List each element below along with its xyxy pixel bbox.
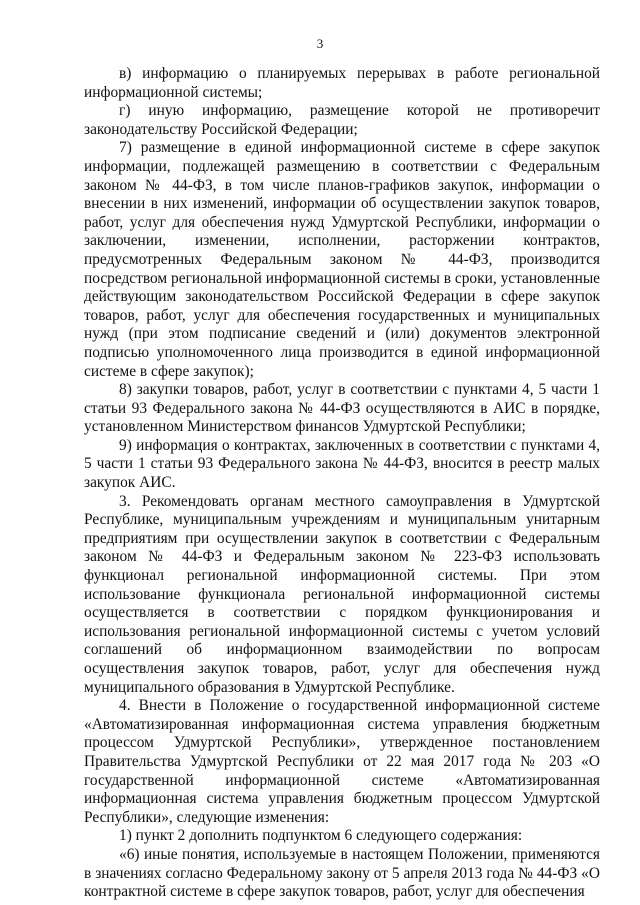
paragraph-v-planned-interruptions: в) информацию о планируемых перерывах в работе региональной информационной системы;: [84, 65, 600, 101]
paragraph-4-amendments: 4. Внести в Положение о государственной информационной системе «Автоматизированная информационная система управления бюджетным процессом Удмуртской Республики», утвержденное постановлением Правительства Удмуртской Республики от 22 мая 2017 года № 203 «О государственной информационной системе «Автоматизированная информационная система управления бюджетным процессом Удмуртской Республики», следующие изменения:: [84, 697, 600, 826]
paragraph-9-contracts-registry: 9) информация о контрактах, заключенных в соответствии с пунктами 4, 5 части 1 статьи 93 Федерального закона № 44-ФЗ, вносится в реестр малых закупок АИС.: [84, 436, 600, 492]
page-number: 3: [316, 36, 324, 51]
paragraph-amendment-subitem-6: «6) иные понятия, используемые в настоящем Положении, применяются в значениях согласно Федеральному закону от 5 апреля 2013 года № 44-ФЗ «О контрактной системе в сфере закупок товаров, работ, услуг для обеспечения: [84, 845, 600, 901]
paragraph-7-unified-system-placement: 7) размещение в единой информационной системе в сфере закупок информации, подлежащей размещению в соответствии с Федеральным законом № 44-ФЗ, в том числе планов-графиков закупок, информации о внесении в них изменений, информации об осуществлении закупок товаров, работ, услуг для обеспечения нужд Удмуртской Республики, информации о заключении, изменении, исполнении, расторжении контрактов, предусмотренных Федеральным законом № 44-ФЗ, производится посредством региональной информационной системы в сроки, установленные действующим законодательством Российской Федерации в сфере закупок товаров, работ, услуг для обеспечения государственных и муниципальных нужд (при этом подписание сведений и (или) документов электронной подписью уполномоченного лица производится в единой информационной системе в сфере закупок);: [84, 139, 600, 380]
paragraph-3-recommendation: 3. Рекомендовать органам местного самоуправления в Удмуртской Республике, муниципальным учреждениям и муниципальным унитарным предприятиям при осуществлении закупок в соответствии с Федеральным законом № 44-ФЗ и Федеральным законом № 223-ФЗ использовать функционал региональной информационной системы. При этом использование функционала региональной информационной системы осуществляется в соответствии с порядком функционирования и использования региональной информационной системы с учетом условий соглашений об информационном взаимодействии по вопросам осуществления закупок товаров, работ, услуг для обеспечения нужд муниципального образования в Удмуртской Республике.: [84, 492, 600, 696]
document-body: [84, 65, 600, 902]
paragraph-8-purchases-in-ais: 8) закупки товаров, работ, услуг в соответствии с пунктами 4, 5 части 1 статьи 93 Федерального закона № 44-ФЗ осуществляются в АИС в порядке, установленном Министерством финансов Удмуртской Республики;: [84, 381, 600, 436]
paragraph-amendment-item-1: 1) пункт 2 дополнить подпунктом 6 следующего содержания:: [119, 827, 523, 845]
paragraph-g-other-information: г) иную информацию, размещение которой не противоречит законодательству Российской Федерации;: [84, 102, 600, 138]
